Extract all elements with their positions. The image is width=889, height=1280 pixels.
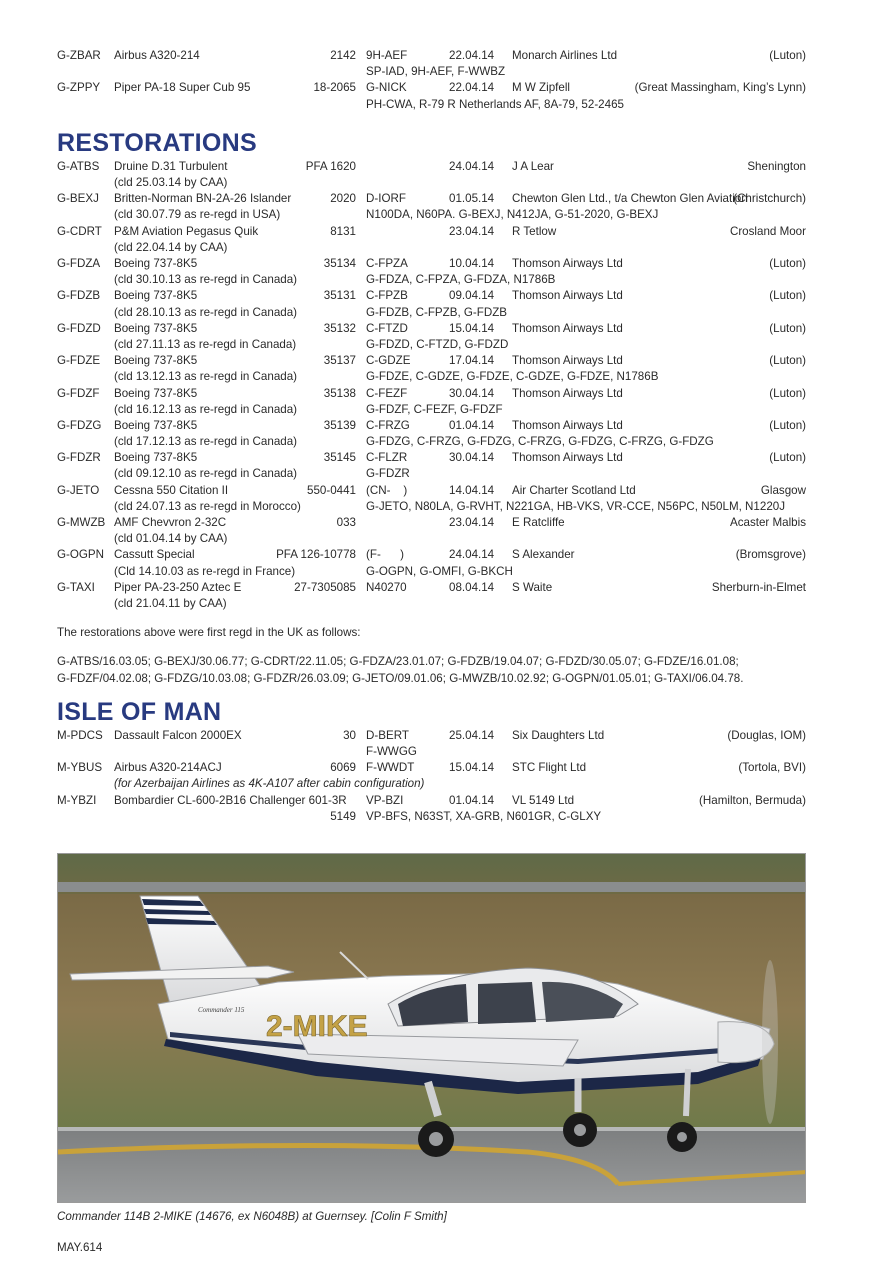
register-entry	[57, 580, 806, 612]
aircraft-type: Piper PA-23-250 Aztec E	[114, 580, 242, 594]
register-entry	[57, 760, 806, 792]
base: (Hamilton, Bermuda)	[699, 793, 806, 807]
restorations-footnote-intro: The restorations above were first regd in the UK as follows:	[57, 626, 361, 640]
construction-number: 35132	[323, 321, 356, 335]
base: (Christchurch)	[733, 192, 806, 206]
previous-identity: F-WWDT	[366, 761, 415, 775]
previous-identity: D-BERT	[366, 728, 409, 742]
previous-identity: (CN- )	[366, 483, 408, 497]
base: (Luton)	[769, 289, 806, 303]
previous-identity: C-FTZD	[366, 321, 408, 335]
register-entry	[57, 793, 806, 825]
register-entry	[57, 386, 806, 418]
aircraft-type: Airbus A320-214ACJ	[114, 761, 222, 775]
registration-date: 09.04.14	[449, 289, 495, 303]
registration-date: 24.04.14	[449, 548, 495, 562]
register-entry	[57, 256, 806, 288]
registration: G-MWZB	[57, 516, 106, 530]
identity-history: VP-BFS, N63ST, XA-GRB, N601GR, C-GLXY	[366, 809, 602, 823]
construction-number: 35137	[323, 354, 356, 368]
registration-date: 01.04.14	[449, 418, 495, 432]
registration: G-OGPN	[57, 548, 105, 562]
owner: STC Flight Ltd	[512, 761, 587, 775]
aircraft-type: Bombardier CL-600-2B16 Challenger 601-3R	[114, 793, 347, 807]
identity-history: G-FDZF, C-FEZF, G-FDZF	[366, 402, 503, 416]
previous-identity: G-NICK	[366, 81, 407, 95]
identity-history: PH-CWA, R-79 R Netherlands AF, 8A-79, 52-2465	[366, 97, 624, 111]
register-entry	[57, 450, 806, 482]
cancellation-note: (cld 17.12.13 as re-regd in Canada)	[114, 435, 298, 449]
base: Shenington	[747, 159, 806, 173]
registration: G-FDZE	[57, 354, 101, 368]
aircraft-type: Boeing 737-8K5	[114, 386, 198, 400]
construction-number: 35139	[323, 418, 356, 432]
register-entry	[57, 353, 806, 385]
identity-history: G-JETO, N80LA, G-RVHT, N221GA, HB-VKS, VR-CCE, N56PC, N50LM, N1220J	[366, 499, 786, 513]
register-entry	[57, 48, 806, 80]
previous-identity: D-IORF	[366, 192, 406, 206]
registration: G-BEXJ	[57, 192, 99, 206]
registration-date: 30.04.14	[449, 386, 495, 400]
restorations-footnote-line: G-FDZF/04.02.08; G-FDZG/10.03.08; G-FDZR/26.03.09; G-JETO/09.01.06; G-MWZB/10.02.92; G-OGPN/01.05.01; G-TAXI/06.04.78.	[57, 671, 744, 685]
registration: G-FDZA	[57, 256, 101, 270]
aircraft-type: AMF Chevvron 2-32C	[114, 516, 227, 530]
owner: Thomson Airways Ltd	[512, 289, 623, 303]
cancellation-note: (cld 24.07.13 as re-regd in Morocco)	[114, 499, 301, 513]
identity-history: G-FDZR	[366, 467, 410, 481]
cancellation-note: (cld 09.12.10 as re-regd in Canada)	[114, 467, 298, 481]
registration-date: 23.04.14	[449, 224, 495, 238]
owner: Air Charter Scotland Ltd	[512, 483, 636, 497]
owner: S Alexander	[512, 548, 575, 562]
identity-history: N100DA, N60PA. G-BEXJ, N412JA, G-51-2020, G-BEXJ	[366, 208, 659, 222]
registration: G-FDZF	[57, 386, 100, 400]
aircraft-type: Dassault Falcon 2000EX	[114, 728, 242, 742]
registration-date: 30.04.14	[449, 451, 495, 465]
base: (Tortola, BVI)	[738, 761, 806, 775]
owner: R Tetlow	[512, 224, 557, 238]
registration: G-TAXI	[57, 580, 95, 594]
registration: G-ZPPY	[57, 81, 101, 95]
construction-number: 35145	[323, 451, 356, 465]
owner: VL 5149 Ltd	[512, 793, 575, 807]
owner: Thomson Airways Ltd	[512, 354, 623, 368]
registration: G-ATBS	[57, 159, 100, 173]
base: Glasgow	[760, 483, 806, 497]
registration-date: 10.04.14	[449, 256, 495, 270]
construction-number: 6069	[330, 761, 356, 775]
registration: G-CDRT	[57, 224, 102, 238]
registration-date: 14.04.14	[449, 483, 495, 497]
aircraft-type: P&M Aviation Pegasus Quik	[114, 224, 259, 238]
page-content	[57, 48, 806, 825]
construction-number: 35138	[323, 386, 356, 400]
owner: Thomson Airways Ltd	[512, 386, 623, 400]
previous-identity: C-FPZA	[366, 256, 408, 270]
identity-history: G-FDZE, C-GDZE, G-FDZE, C-GDZE, G-FDZE, N1786B	[366, 370, 659, 384]
aircraft-type: Boeing 737-8K5	[114, 321, 198, 335]
aircraft-type: Boeing 737-8K5	[114, 418, 198, 432]
aircraft-photo	[57, 853, 806, 1203]
cancellation-note: (cld 28.10.13 as re-regd in Canada)	[114, 305, 298, 319]
section-heading-isle-of-man: ISLE OF MAN	[57, 697, 222, 726]
previous-identity: 9H-AEF	[366, 49, 408, 62]
owner: J A Lear	[512, 159, 554, 173]
registration: M-YBUS	[57, 761, 103, 775]
register-entry	[57, 483, 806, 515]
register-entry	[57, 728, 806, 760]
construction-number: 8131	[330, 224, 356, 238]
base: (Bromsgrove)	[735, 548, 806, 562]
construction-number: 2020	[330, 192, 356, 206]
identity-history: SP-IAD, 9H-AEF, F-WWBZ	[366, 65, 506, 79]
cancellation-note: (Cld 14.10.03 as re-regd in France)	[114, 564, 296, 578]
construction-number: 35134	[323, 256, 356, 270]
registration-date: 15.04.14	[449, 761, 495, 775]
registration: M-PDCS	[57, 728, 103, 742]
page-footer: MAY.614	[57, 1241, 103, 1254]
register-entry	[57, 321, 806, 353]
registration: G-FDZB	[57, 289, 101, 303]
registration: M-YBZI	[57, 793, 97, 807]
owner: Chewton Glen Ltd., t/a Chewton Glen Aviation	[512, 192, 748, 206]
previous-identity: C-FLZR	[366, 451, 408, 465]
previous-identity: C-GDZE	[366, 354, 411, 368]
registration-date: 08.04.14	[449, 580, 495, 594]
cancellation-note: (cld 25.03.14 by CAA)	[114, 175, 228, 189]
construction-number: 30	[343, 728, 356, 742]
photo-caption: Commander 114B 2-MIKE (14676, ex N6048B) at Guernsey. [Colin F Smith]	[57, 1210, 447, 1223]
previous-identity: VP-BZI	[366, 793, 404, 807]
owner: Thomson Airways Ltd	[512, 418, 623, 432]
owner: Thomson Airways Ltd	[512, 451, 623, 465]
base: Sherburn-in-Elmet	[711, 580, 806, 594]
owner: E Ratcliffe	[512, 516, 565, 530]
registration-date: 25.04.14	[449, 728, 495, 742]
previous-identity: (F- )	[366, 548, 404, 562]
restorations-footnote-line: G-ATBS/16.03.05; G-BEXJ/30.06.77; G-CDRT/22.11.05; G-FDZA/23.01.07; G-FDZB/19.04.07; G-FDZD/30.05.07; G-FDZE/16.01.08;	[57, 655, 739, 669]
construction-number: 35131	[323, 289, 356, 303]
base: (Luton)	[769, 386, 806, 400]
owner: Thomson Airways Ltd	[512, 256, 623, 270]
registration-date: 01.05.14	[449, 192, 495, 206]
identity-history: G-OGPN, G-OMFI, G-BKCH	[366, 564, 513, 578]
registration: G-ZBAR	[57, 49, 101, 62]
register-entry	[57, 224, 806, 256]
construction-number: 2142	[330, 49, 356, 62]
registration: G-FDZR	[57, 451, 101, 465]
aircraft-illustration	[58, 854, 806, 1203]
aircraft-type: Airbus A320-214	[114, 49, 200, 62]
aircraft-type: Piper PA-18 Super Cub 95	[114, 81, 251, 95]
aircraft-type: Druine D.31 Turbulent	[114, 159, 228, 173]
construction-number: 5149	[330, 809, 356, 823]
previous-identity: C-FEZF	[366, 386, 408, 400]
aircraft-type: Boeing 737-8K5	[114, 289, 198, 303]
base: (Luton)	[769, 49, 806, 62]
identity-history: G-FDZB, C-FPZB, G-FDZB	[366, 305, 508, 319]
base: Crosland Moor	[729, 224, 806, 238]
base: (Luton)	[769, 256, 806, 270]
cancellation-note: (cld 30.07.79 as re-regd in USA)	[114, 208, 281, 222]
previous-identity: N40270	[366, 580, 407, 594]
aircraft-type: Britten-Norman BN-2A-26 Islander	[114, 192, 292, 206]
aircraft-type: Boeing 737-8K5	[114, 451, 198, 465]
registration: G-FDZG	[57, 418, 102, 432]
construction-number: 550-0441	[307, 483, 356, 497]
register-entry	[57, 547, 806, 579]
owner: Monarch Airlines Ltd	[512, 49, 618, 62]
registration: G-JETO	[57, 483, 100, 497]
register-entry	[57, 515, 806, 547]
construction-number: 033	[336, 516, 356, 530]
previous-identity: C-FPZB	[366, 289, 408, 303]
cancellation-note: (cld 16.12.13 as re-regd in Canada)	[114, 402, 298, 416]
register-entry	[57, 159, 806, 191]
registration-date: 23.04.14	[449, 516, 495, 530]
cancellation-note: (cld 22.04.14 by CAA)	[114, 240, 228, 254]
registration-date: 22.04.14	[449, 49, 495, 62]
base: (Luton)	[769, 354, 806, 368]
cancellation-note: (cld 30.10.13 as re-regd in Canada)	[114, 273, 298, 287]
construction-number: 27-7305085	[294, 580, 356, 594]
owner: S Waite	[512, 580, 553, 594]
owner: Thomson Airways Ltd	[512, 321, 623, 335]
base: (Great Massingham, King’s Lynn)	[634, 81, 806, 95]
restorations-list	[57, 159, 806, 612]
base: Acaster Malbis	[729, 516, 806, 530]
aircraft-type: Cassutt Special	[114, 548, 195, 562]
aircraft-type: Boeing 737-8K5	[114, 256, 198, 270]
register-entry	[57, 288, 806, 320]
aircraft-type: Boeing 737-8K5	[114, 354, 198, 368]
owner: Six Daughters Ltd	[512, 728, 605, 742]
base: (Luton)	[769, 321, 806, 335]
cancellation-note: (cld 13.12.13 as re-regd in Canada)	[114, 370, 298, 384]
identity-history: G-FDZA, C-FPZA, G-FDZA, N1786B	[366, 273, 556, 287]
section-heading-restorations: RESTORATIONS	[57, 128, 257, 157]
cancellation-note: (cld 21.04.11 by CAA)	[114, 597, 227, 611]
registration-date: 15.04.14	[449, 321, 495, 335]
aircraft-model-script: Commander 115	[198, 1006, 245, 1014]
identity-history: G-FDZG, C-FRZG, G-FDZG, C-FRZG, G-FDZG, C-FRZG, G-FDZG	[366, 435, 714, 449]
top-entries	[57, 48, 806, 113]
register-entry	[57, 418, 806, 450]
base: (Luton)	[769, 418, 806, 432]
owner: M W Zipfell	[512, 81, 570, 95]
aircraft-type: Cessna 550 Citation II	[114, 483, 229, 497]
registration-date: 24.04.14	[449, 159, 495, 173]
register-entry	[57, 191, 806, 223]
register-entry	[57, 80, 806, 112]
base: (Douglas, IOM)	[727, 728, 806, 742]
registration-date: 22.04.14	[449, 81, 495, 95]
identity-history: F-WWGG	[366, 745, 417, 759]
construction-number: PFA 126-10778	[276, 548, 356, 562]
isle-of-man-list	[57, 728, 806, 825]
previous-identity: C-FRZG	[366, 418, 410, 432]
construction-number: PFA 1620	[305, 159, 356, 173]
identity-history: G-FDZD, C-FTZD, G-FDZD	[366, 337, 509, 351]
entry-note: (for Azerbaijan Airlines as 4K-A107 after cabin configuration)	[114, 777, 425, 791]
construction-number: 18-2065	[313, 81, 356, 95]
registration: G-FDZD	[57, 321, 101, 335]
registration-date: 17.04.14	[449, 354, 495, 368]
cancellation-note: (cld 27.11.13 as re-regd in Canada)	[114, 337, 297, 351]
cancellation-note: (cld 01.04.14 by CAA)	[114, 532, 228, 546]
base: (Luton)	[769, 451, 806, 465]
registration-date: 01.04.14	[449, 793, 495, 807]
aircraft-registration-marking: 2-MIKE	[266, 1010, 368, 1043]
